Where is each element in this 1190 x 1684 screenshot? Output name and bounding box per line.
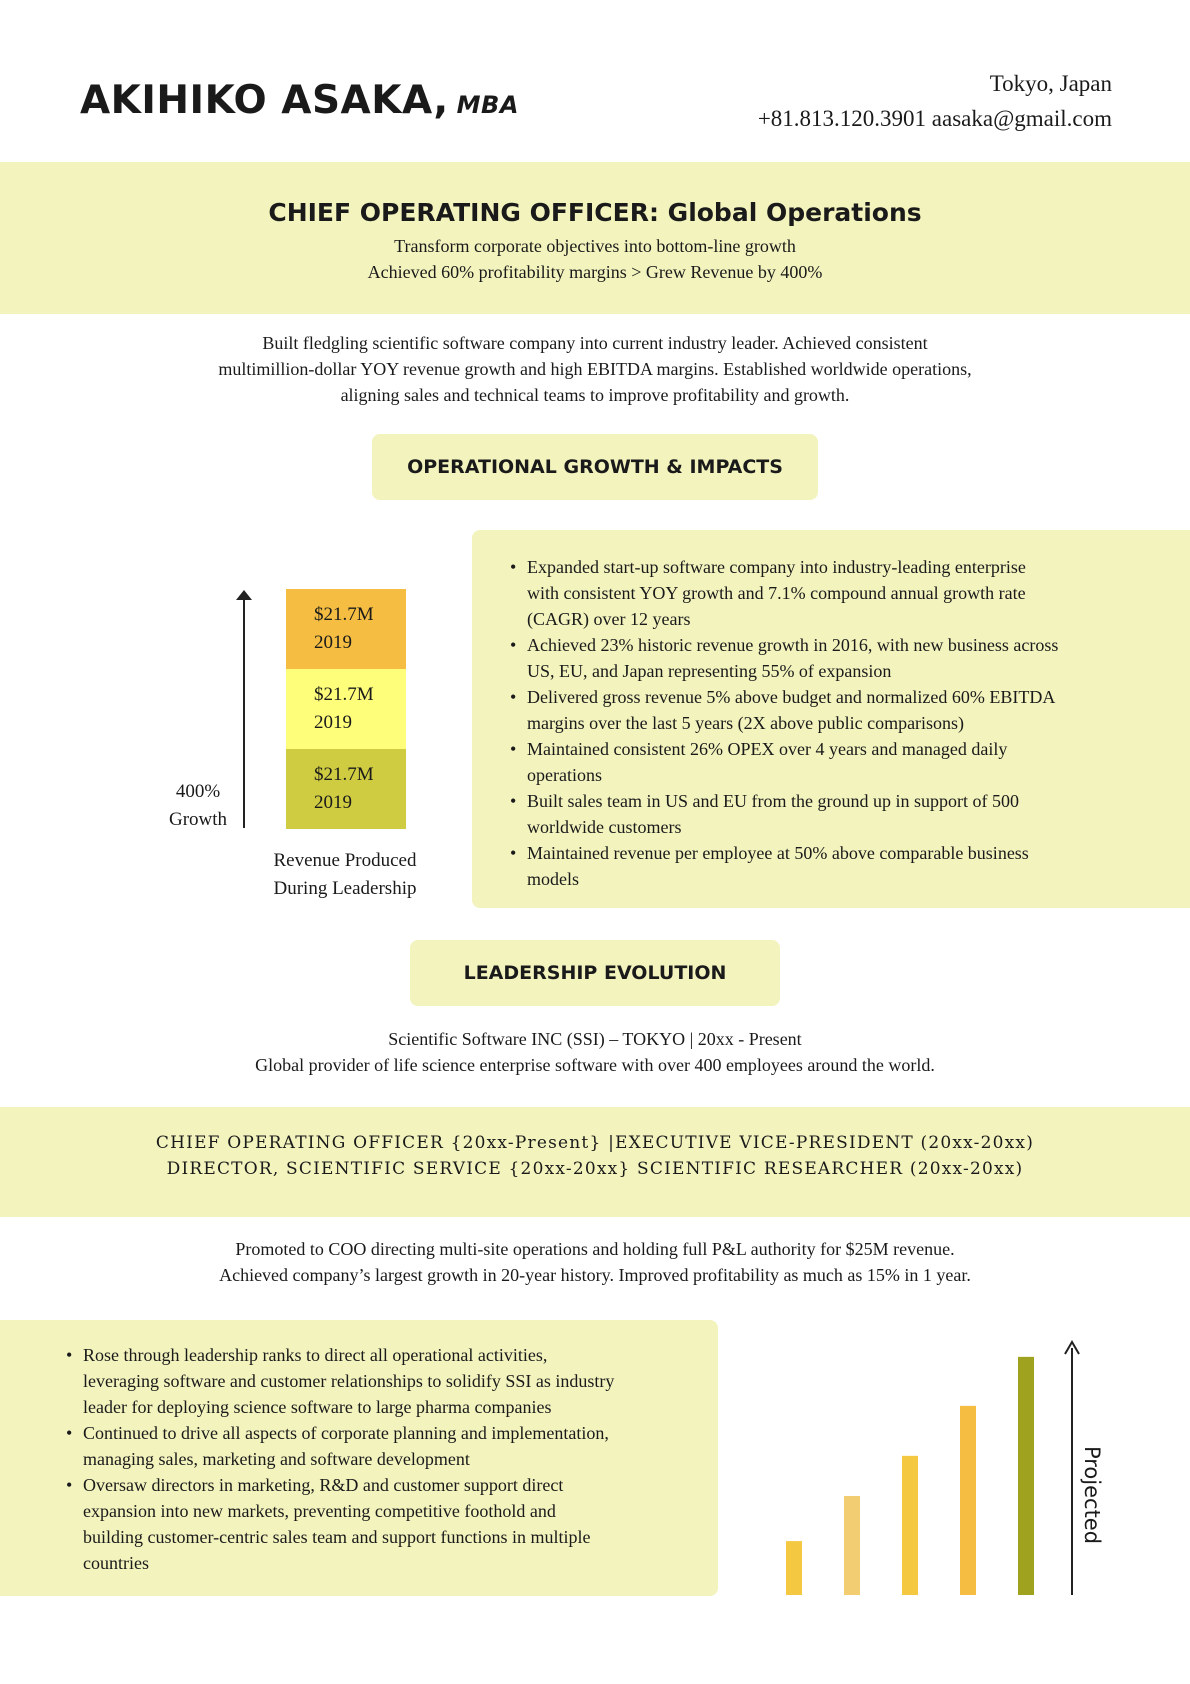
list-item xyxy=(83,1472,666,1576)
item-line: worldwide customers xyxy=(527,817,682,837)
item-line: countries xyxy=(83,1553,149,1573)
bar-5 xyxy=(1018,1357,1034,1595)
list-item xyxy=(527,684,1130,736)
item-line: • Delivered gross revenue 5% above budget and normalized 60% EBITDA xyxy=(527,687,1056,707)
item-line: operations xyxy=(527,765,602,785)
bar-2 xyxy=(844,1496,860,1595)
arrow-up-icon xyxy=(236,590,252,600)
titles-line: CHIEF OPERATING OFFICER {20xx-Present} |EXECUTIVE VICE-PRESIDENT (20xx-20xx) xyxy=(155,1133,1035,1153)
list-item xyxy=(527,840,1130,892)
titles-line: DIRECTOR, SCIENTIFIC SERVICE {20xx-20xx} SCIENTIFIC RESEARCHER (20xx-20xx) xyxy=(166,1159,1024,1179)
role-title: CHIEF OPERATING OFFICER: Global Operations xyxy=(268,198,922,227)
impacts-box xyxy=(472,530,1190,908)
stack-segment-top xyxy=(286,589,406,669)
segment-value: $21.7M xyxy=(314,764,374,785)
impacts-list xyxy=(527,554,1130,892)
caption-line: Revenue Produced xyxy=(273,850,417,871)
role-banner xyxy=(0,162,1190,314)
section-heading-growth: OPERATIONAL GROWTH & IMPACTS xyxy=(372,434,818,500)
item-line: • Expanded start-up software company into industry-leading enterprise xyxy=(527,557,1026,577)
bar-group xyxy=(786,1357,1034,1595)
revenue-stack xyxy=(286,589,406,829)
list-item xyxy=(527,632,1130,684)
growth-percent: 400% xyxy=(175,781,221,802)
promo-line: Promoted to COO directing multi-site operations and holding full P&L authority for $25M revenue. xyxy=(235,1239,955,1259)
summary-line: Built fledgling scientific software company into current industry leader. Achieved consistent xyxy=(262,333,928,353)
credential: MBA xyxy=(456,91,519,119)
company-description: Global provider of life science enterprise software with over 400 employees around the world. xyxy=(255,1055,935,1075)
item-line: building customer-centric sales team and support functions in multiple xyxy=(83,1527,591,1547)
section-heading-leadership: LEADERSHIP EVOLUTION xyxy=(410,940,780,1006)
stack-segment-middle xyxy=(286,669,406,749)
item-line: leader for deploying science software to large pharma companies xyxy=(83,1397,552,1417)
phone-email xyxy=(758,101,1112,136)
location: Tokyo, Japan xyxy=(989,71,1112,96)
item-line: margins over the last 5 years (2X above public comparisons) xyxy=(527,713,965,733)
projected-label: Projected xyxy=(1080,1445,1104,1545)
item-line: US, EU, and Japan representing 55% of expansion xyxy=(527,661,892,681)
bar-4 xyxy=(960,1406,976,1595)
name-text: AKIHIKO ASAKA, xyxy=(80,78,449,123)
contact-block xyxy=(758,66,1112,136)
segment-value: $21.7M xyxy=(314,604,374,625)
projected-bar-chart xyxy=(770,1330,1170,1600)
segment-value: $21.7M xyxy=(314,684,374,705)
segment-year: 2019 xyxy=(314,712,352,733)
item-line: expansion into new markets, preventing competitive foothold and xyxy=(83,1501,556,1521)
list-item xyxy=(527,554,1130,632)
leadership-list xyxy=(83,1342,666,1576)
item-line: • Maintained consistent 26% OPEX over 4 years and managed daily xyxy=(527,739,1008,759)
titles-banner xyxy=(0,1107,1190,1217)
segment-year: 2019 xyxy=(314,792,352,813)
tagline: Transform corporate objectives into bottom-line growth xyxy=(394,236,796,256)
summary xyxy=(150,330,1040,408)
stack-caption xyxy=(255,847,435,903)
candidate-name xyxy=(80,78,519,123)
company-name: Scientific Software INC (SSI) – TOKYO | 20xx - Present xyxy=(388,1029,802,1049)
item-line: models xyxy=(527,869,579,889)
item-line: • Rose through leadership ranks to direct all operational activities, xyxy=(83,1345,548,1365)
email: aasaka@gmail.com xyxy=(931,106,1112,131)
bar-1 xyxy=(786,1541,802,1595)
item-line: • Continued to drive all aspects of corporate planning and implementation, xyxy=(83,1423,609,1443)
growth-label xyxy=(150,778,246,834)
list-item xyxy=(83,1420,666,1472)
segment-year: 2019 xyxy=(314,632,352,653)
item-line: managing sales, marketing and software development xyxy=(83,1449,470,1469)
summary-line: aligning sales and technical teams to improve profitability and growth. xyxy=(340,385,850,405)
item-line: with consistent YOY growth and 7.1% compound annual growth rate xyxy=(527,583,1026,603)
summary-line: multimillion-dollar YOY revenue growth and high EBITDA margins. Established worldwide operations, xyxy=(218,359,972,379)
caption-line: During Leadership xyxy=(273,878,417,899)
item-line: • Achieved 23% historic revenue growth in 2016, with new business across xyxy=(527,635,1059,655)
list-item xyxy=(527,788,1130,840)
promotion-summary xyxy=(0,1236,1190,1288)
list-item xyxy=(83,1342,666,1420)
list-item xyxy=(527,736,1130,788)
bar-3 xyxy=(902,1456,918,1595)
leadership-box xyxy=(0,1320,718,1596)
item-line: (CAGR) over 12 years xyxy=(527,609,691,629)
promo-line: Achieved company’s largest growth in 20-year history. Improved profitability as much as 15% in 1 year. xyxy=(219,1265,971,1285)
growth-word: Growth xyxy=(168,809,228,830)
phone: +81.813.120.3901 xyxy=(757,106,927,131)
company-info xyxy=(0,1026,1190,1078)
item-line: • Oversaw directors in marketing, R&D and customer support direct xyxy=(83,1475,564,1495)
item-line: leveraging software and customer relationships to solidify SSI as industry xyxy=(83,1371,615,1391)
item-line: • Maintained revenue per employee at 50% above comparable business xyxy=(527,843,1029,863)
item-line: • Built sales team in US and EU from the ground up in support of 500 xyxy=(527,791,1019,811)
achievement-line: Achieved 60% profitability margins > Grew Revenue by 400% xyxy=(367,262,823,282)
stack-segment-bottom xyxy=(286,749,406,829)
